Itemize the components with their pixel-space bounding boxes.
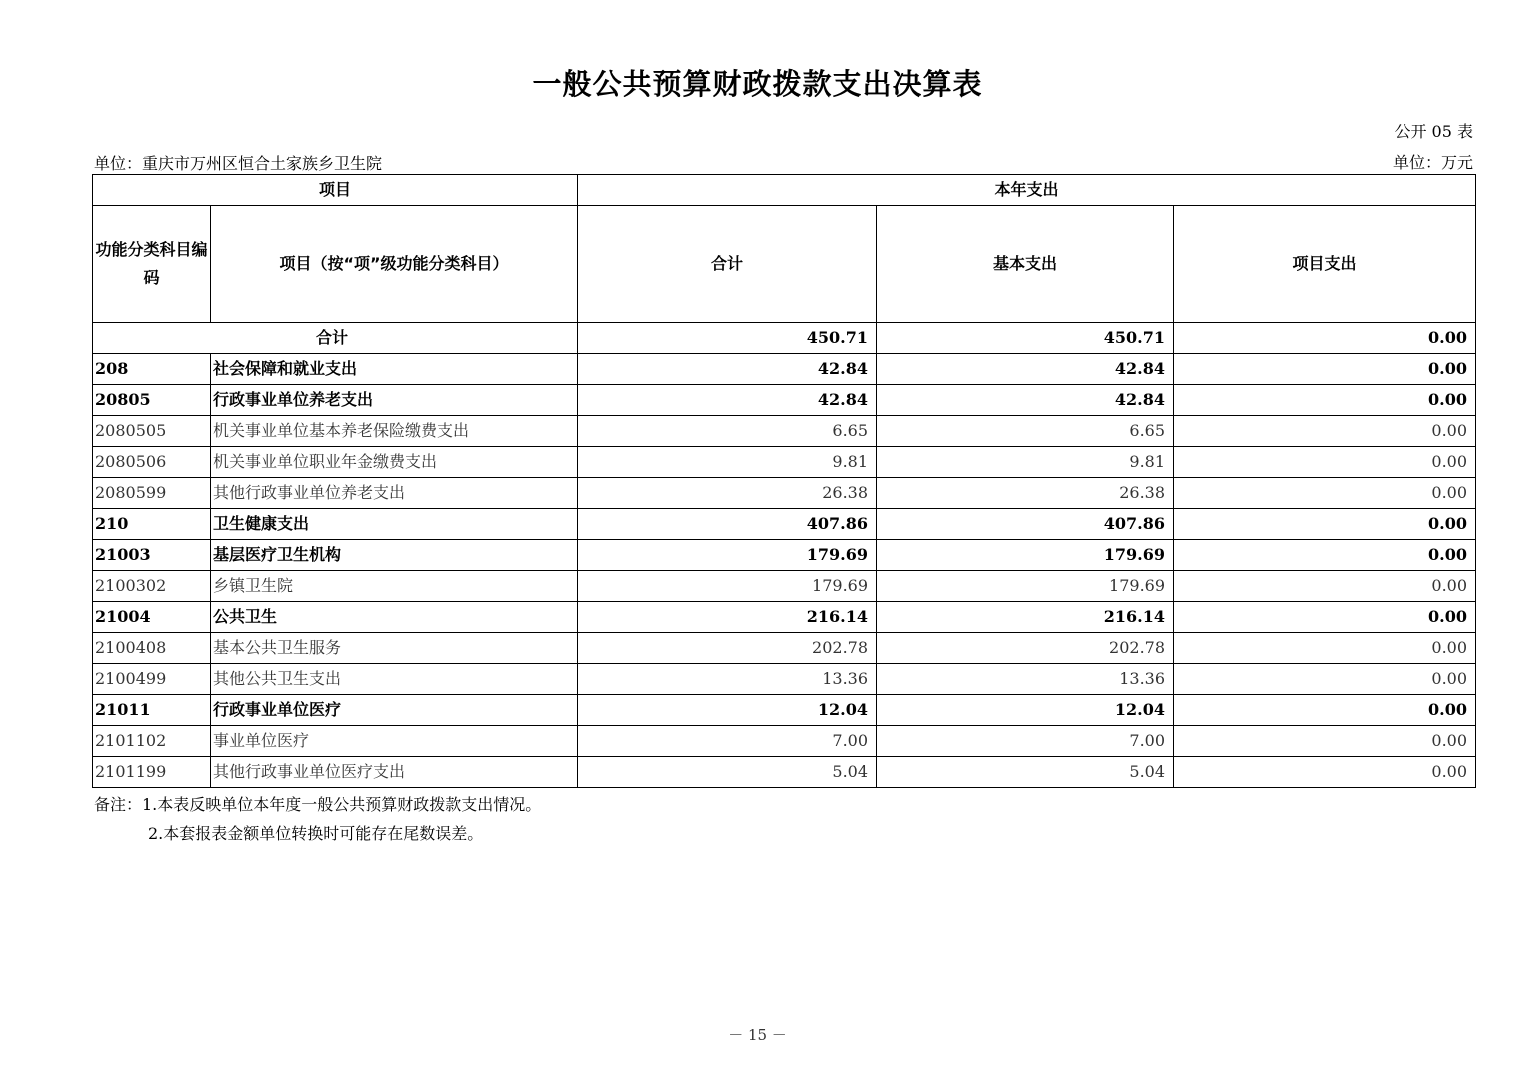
row-code: 2101199 <box>93 757 211 788</box>
table-row <box>93 385 1476 416</box>
header-basic: 基本支出 <box>877 206 1174 323</box>
total-basic: 450.71 <box>877 323 1174 354</box>
row-code: 208 <box>93 354 211 385</box>
header-name: 项目（按“项”级功能分类科目） <box>211 206 578 323</box>
row-project: 0.00 <box>1174 540 1476 571</box>
row-code: 2100499 <box>93 664 211 695</box>
row-basic: 6.65 <box>877 416 1174 447</box>
row-name: 其他行政事业单位医疗支出 <box>211 757 578 788</box>
note-line-2: 2.本套报表金额单位转换时可能存在尾数误差。 <box>148 824 484 843</box>
row-basic: 13.36 <box>877 664 1174 695</box>
row-project: 0.00 <box>1174 664 1476 695</box>
table-row <box>93 509 1476 540</box>
table-row <box>93 757 1476 788</box>
header-project: 项目支出 <box>1174 206 1476 323</box>
row-code: 2101102 <box>93 726 211 757</box>
header-row-1 <box>93 175 1476 206</box>
row-project: 0.00 <box>1174 757 1476 788</box>
row-project: 0.00 <box>1174 695 1476 726</box>
row-total: 13.36 <box>578 664 877 695</box>
row-name: 卫生健康支出 <box>211 509 578 540</box>
row-project: 0.00 <box>1174 354 1476 385</box>
row-basic: 216.14 <box>877 602 1174 633</box>
header-total: 合计 <box>578 206 877 323</box>
row-basic: 42.84 <box>877 385 1174 416</box>
expenditure-table <box>92 174 1476 788</box>
table-row <box>93 571 1476 602</box>
table-row <box>93 416 1476 447</box>
row-basic: 26.38 <box>877 478 1174 509</box>
row-basic: 407.86 <box>877 509 1174 540</box>
row-project: 0.00 <box>1174 478 1476 509</box>
row-total: 42.84 <box>578 385 877 416</box>
row-name: 事业单位医疗 <box>211 726 578 757</box>
total-amount: 450.71 <box>578 323 877 354</box>
row-code: 2080506 <box>93 447 211 478</box>
row-name: 其他公共卫生支出 <box>211 664 578 695</box>
row-code: 2080505 <box>93 416 211 447</box>
row-code: 21003 <box>93 540 211 571</box>
table-row <box>93 726 1476 757</box>
notes <box>94 790 541 848</box>
row-basic: 7.00 <box>877 726 1174 757</box>
row-total: 407.86 <box>578 509 877 540</box>
row-project: 0.00 <box>1174 633 1476 664</box>
row-basic: 12.04 <box>877 695 1174 726</box>
row-basic: 179.69 <box>877 571 1174 602</box>
row-project: 0.00 <box>1174 447 1476 478</box>
row-code: 2100302 <box>93 571 211 602</box>
row-total: 179.69 <box>578 571 877 602</box>
row-basic: 5.04 <box>877 757 1174 788</box>
total-row <box>93 323 1476 354</box>
total-label: 合计 <box>93 323 578 354</box>
row-total: 179.69 <box>578 540 877 571</box>
currency-unit: 单位：万元 <box>1392 153 1473 172</box>
table-row <box>93 633 1476 664</box>
row-total: 216.14 <box>578 602 877 633</box>
row-name: 机关事业单位职业年金缴费支出 <box>211 447 578 478</box>
row-name: 乡镇卫生院 <box>211 571 578 602</box>
page-title: 一般公共预算财政拨款支出决算表 <box>532 67 983 101</box>
row-name: 基本公共卫生服务 <box>211 633 578 664</box>
row-total: 12.04 <box>578 695 877 726</box>
table-row <box>93 664 1476 695</box>
row-code: 21011 <box>93 695 211 726</box>
row-total: 202.78 <box>578 633 877 664</box>
row-total: 9.81 <box>578 447 877 478</box>
row-project: 0.00 <box>1174 602 1476 633</box>
row-project: 0.00 <box>1174 416 1476 447</box>
total-project: 0.00 <box>1174 323 1476 354</box>
row-total: 6.65 <box>578 416 877 447</box>
form-number: 公开 05 表 <box>1394 122 1473 141</box>
table-row <box>93 478 1476 509</box>
header-current-year: 本年支出 <box>578 175 1476 206</box>
row-name: 行政事业单位医疗 <box>211 695 578 726</box>
row-name: 社会保障和就业支出 <box>211 354 578 385</box>
table-row <box>93 447 1476 478</box>
header-code: 功能分类科目编码 <box>93 206 211 323</box>
row-name: 其他行政事业单位养老支出 <box>211 478 578 509</box>
row-code: 2080599 <box>93 478 211 509</box>
row-project: 0.00 <box>1174 726 1476 757</box>
row-code: 210 <box>93 509 211 540</box>
note-line-1: 备注：1.本表反映单位本年度一般公共预算财政拨款支出情况。 <box>94 795 542 814</box>
row-name: 机关事业单位基本养老保险缴费支出 <box>211 416 578 447</box>
row-total: 26.38 <box>578 478 877 509</box>
row-total: 42.84 <box>578 354 877 385</box>
row-project: 0.00 <box>1174 571 1476 602</box>
reporting-unit: 单位：重庆市万州区恒合土家族乡卫生院 <box>94 154 383 173</box>
row-basic: 9.81 <box>877 447 1174 478</box>
row-code: 2100408 <box>93 633 211 664</box>
row-basic: 179.69 <box>877 540 1174 571</box>
header-row-2 <box>93 206 1476 323</box>
page-number: － 15 － <box>728 1026 787 1044</box>
row-name: 基层医疗卫生机构 <box>211 540 578 571</box>
row-project: 0.00 <box>1174 509 1476 540</box>
row-project: 0.00 <box>1174 385 1476 416</box>
table-row <box>93 540 1476 571</box>
table-row <box>93 354 1476 385</box>
row-total: 5.04 <box>578 757 877 788</box>
row-name: 行政事业单位养老支出 <box>211 385 578 416</box>
row-code: 21004 <box>93 602 211 633</box>
row-name: 公共卫生 <box>211 602 578 633</box>
row-total: 7.00 <box>578 726 877 757</box>
table-row <box>93 602 1476 633</box>
row-basic: 202.78 <box>877 633 1174 664</box>
table-row <box>93 695 1476 726</box>
row-code: 20805 <box>93 385 211 416</box>
row-basic: 42.84 <box>877 354 1174 385</box>
header-item: 项目 <box>93 175 578 206</box>
